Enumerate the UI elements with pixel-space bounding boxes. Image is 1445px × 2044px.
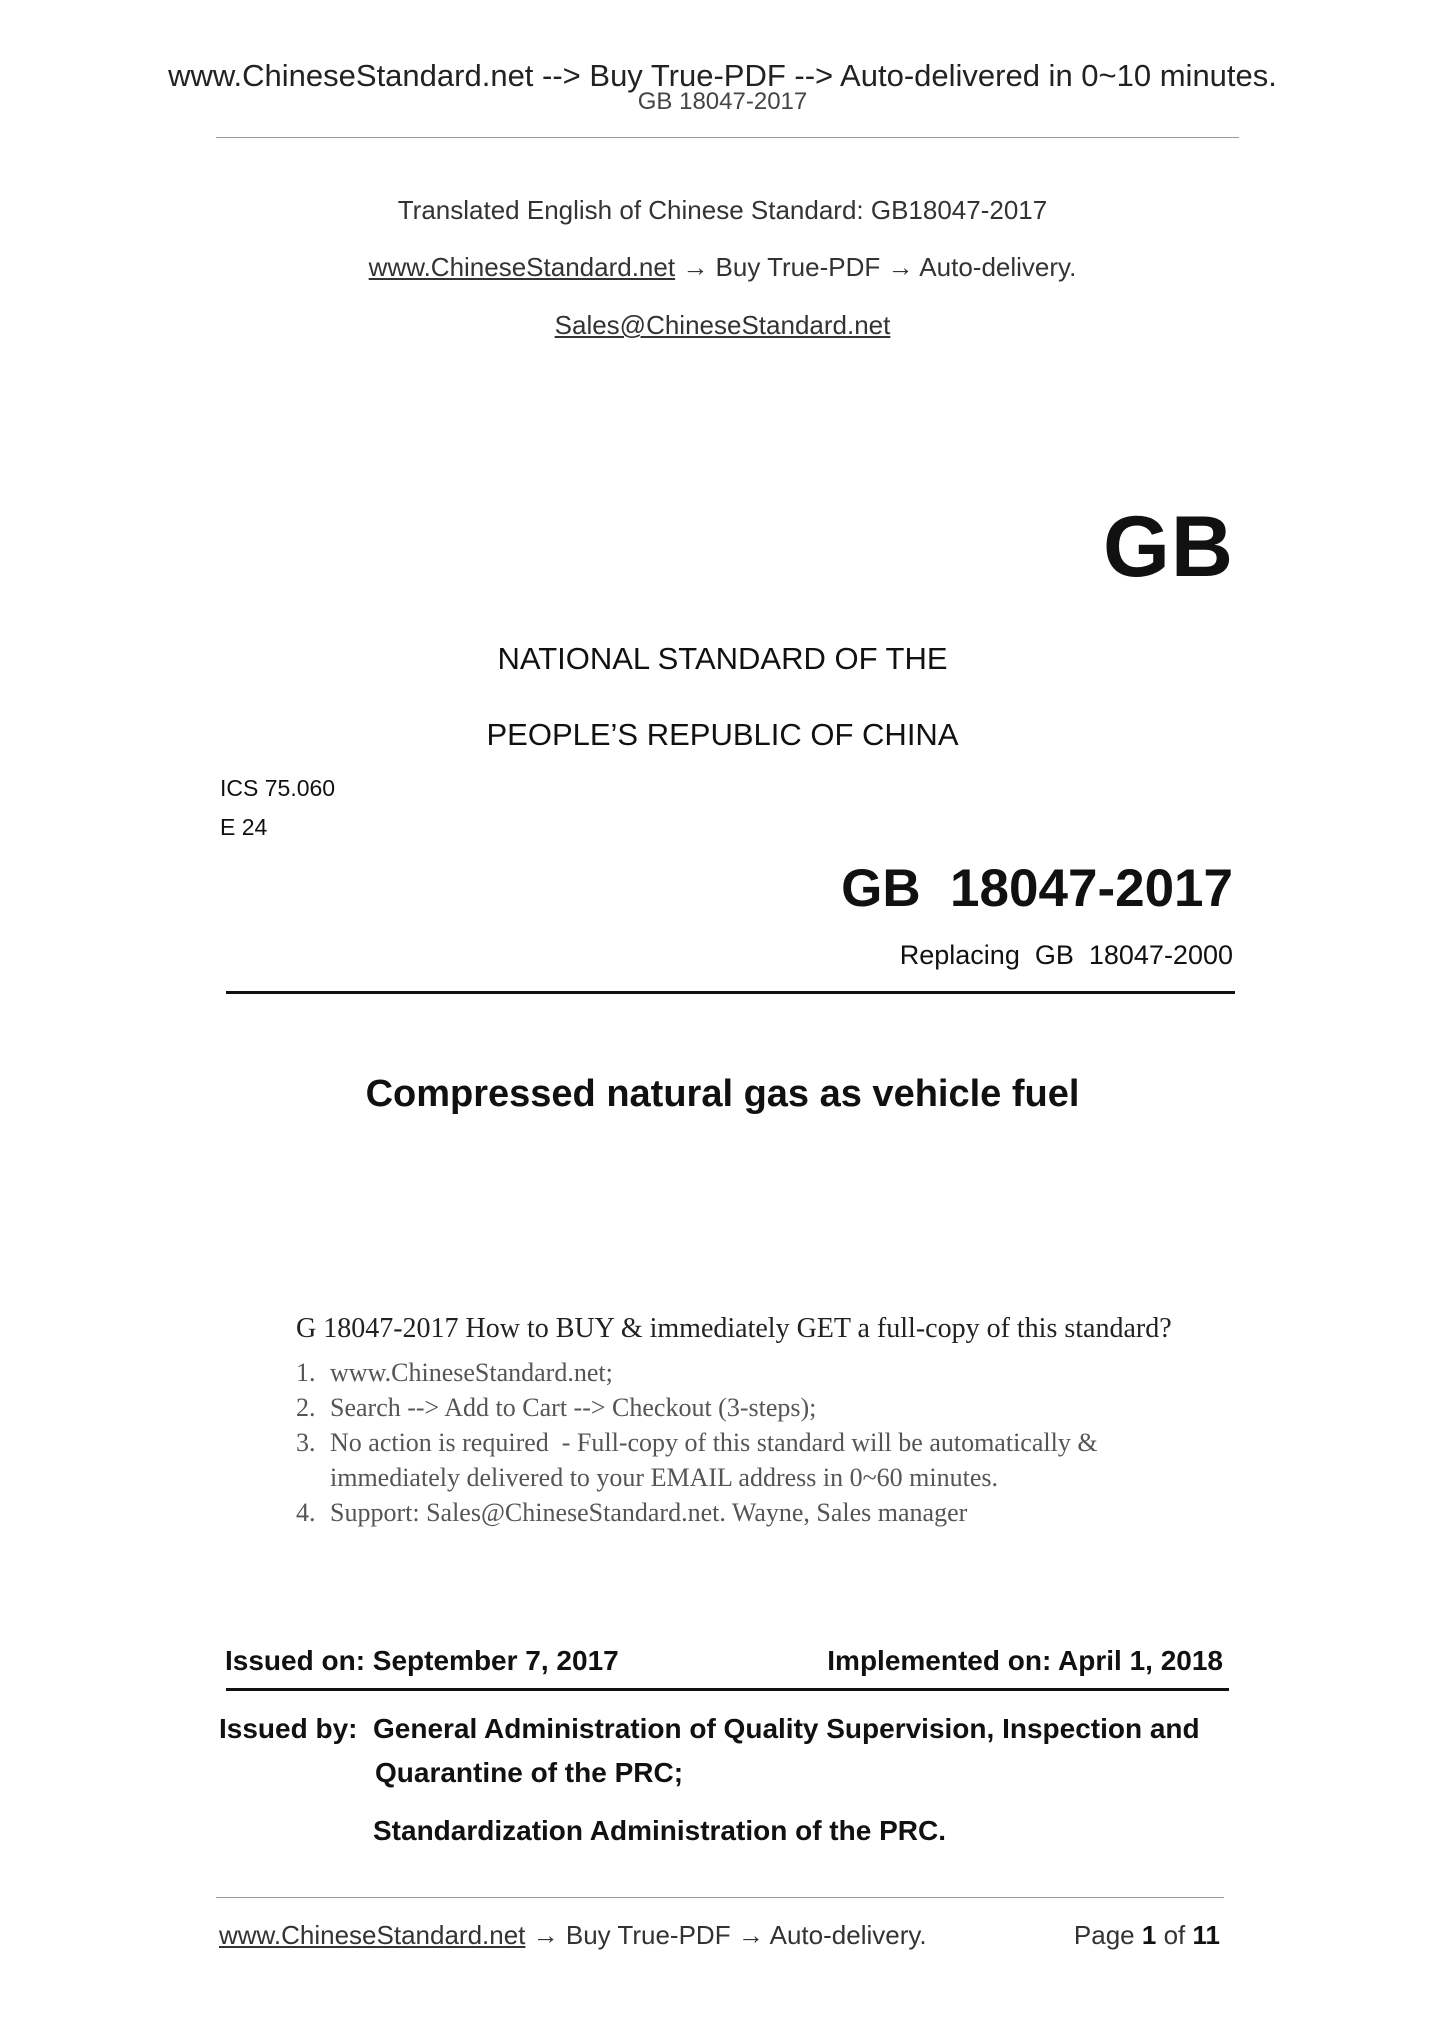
step-number: 3. [296,1428,316,1457]
thick-divider [226,991,1235,994]
auto-delivery-text: Auto-delivery. [919,252,1077,282]
ics-code: ICS 75.060 [220,775,336,801]
document-title: Compressed natural gas as vehicle fuel [365,1073,1080,1115]
arrow-right-icon: → [532,1920,559,1950]
footer-buy-text: Buy True-PDF [565,1920,731,1950]
header-doc-number: GB 18047-2017 [637,88,808,115]
gb-mark: GB [1103,499,1234,595]
footer-auto-text: Auto-delivery. [769,1920,927,1950]
implemented-on-date: Implemented on: April 1, 2018 [827,1645,1223,1676]
page-label: Page [1073,1920,1135,1950]
step-number: 1. [296,1358,316,1387]
buy-instructions [296,1313,1196,1530]
footer-divider [216,1897,1224,1898]
page-of: of [1163,1920,1186,1950]
sales-email-link[interactable]: Sales@ChineseStandard.net [554,310,891,340]
arrow-right-icon: → [737,1920,764,1950]
national-standard-line-2: PEOPLE’S REPUBLIC OF CHINA [486,717,959,752]
intro-links-line [0,252,1445,283]
buy-heading: G 18047-2017 How to BUY & immediately GET a full-copy of this standard? [296,1313,1172,1344]
step-text: No action is required - Full-copy of this standard will be automatically & immediately delivered to your EMAIL address in 0~60 minutes. [330,1428,1105,1492]
issuer-line: Quarantine of the PRC; [375,1757,684,1788]
thick-divider [226,1688,1229,1691]
header-divider [216,137,1239,138]
arrow-right-icon: → [887,252,914,282]
page-total: 11 [1192,1920,1220,1950]
replacing-line: Replacing GB 18047-2000 [899,940,1233,970]
footer-site-link[interactable]: www.ChineseStandard.net [219,1920,526,1950]
sales-line [0,310,1445,341]
step-text[interactable]: www.ChineseStandard.net; [330,1358,613,1387]
site-link[interactable]: www.ChineseStandard.net [368,252,676,282]
footer-links [219,1920,927,1951]
issued-by-label: Issued by: [219,1713,358,1744]
list-item [296,1355,1196,1390]
step-number: 2. [296,1393,316,1422]
list-item [296,1495,1196,1530]
list-item [296,1425,1196,1495]
translated-line: Translated English of Chinese Standard: GB18047-2017 [397,195,1048,225]
step-text: Support: Sales@ChineseStandard.net. Wayne, Sales manager [330,1498,968,1527]
page-indicator [1074,1920,1220,1951]
arrow-right-icon: → [682,252,709,282]
national-standard-line-1: NATIONAL STANDARD OF THE [497,641,948,676]
issuer-line: General Administration of Quality Supervision, Inspection and [373,1713,1200,1744]
standard-number: GB 18047-2017 [841,859,1233,918]
ccs-code: E 24 [220,814,268,840]
step-text: Search --> Add to Cart --> Checkout (3-steps); [330,1393,817,1422]
list-item [296,1390,1196,1425]
page-current: 1 [1141,1920,1157,1950]
step-number: 4. [296,1498,316,1527]
buy-text: Buy True-PDF [715,252,881,282]
issuer-line: Standardization Administration of the PRC. [373,1815,946,1846]
top-banner: www.ChineseStandard.net --> Buy True-PDF --> Auto-delivered in 0~10 minutes. [168,58,1277,93]
issued-on-date: Issued on: September 7, 2017 [225,1645,619,1676]
